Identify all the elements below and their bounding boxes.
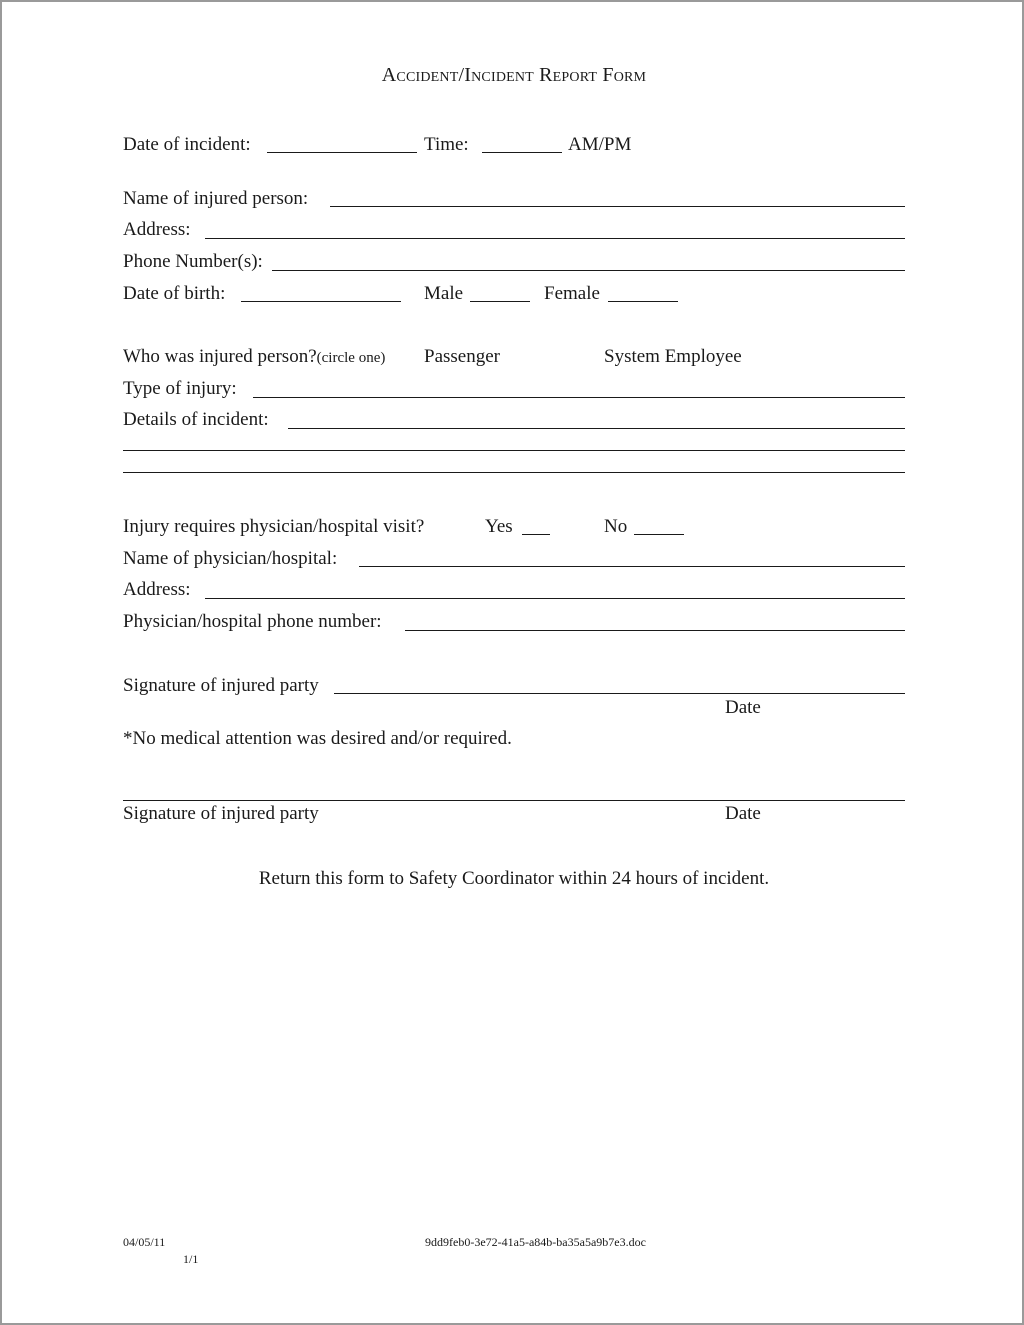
time-label: Time: [424, 134, 469, 155]
details-field-line-1[interactable] [288, 428, 905, 429]
form-title: Accident/Incident Report Form [381, 64, 647, 86]
no-medical-note: *No medical attention was desired and/or required. [123, 728, 512, 749]
time-field[interactable] [482, 152, 562, 153]
name-injured-field[interactable] [330, 206, 905, 207]
name-physician-label: Name of physician/hospital: [123, 548, 338, 569]
date-of-birth-field[interactable] [241, 301, 401, 302]
type-of-injury-label: Type of injury: [123, 378, 237, 399]
details-of-incident-label: Details of incident: [123, 409, 269, 430]
address-label: Address: [123, 219, 191, 240]
return-note: Return this form to Safety Coordinator within 24 hours of incident. [258, 868, 770, 889]
no-label: No [604, 516, 628, 537]
signature-2-label: Signature of injured party [123, 803, 319, 824]
details-field-line-2[interactable] [123, 450, 905, 451]
who-injured-question: Who was injured person? [123, 346, 317, 367]
male-field[interactable] [470, 301, 530, 302]
type-of-injury-field[interactable] [253, 397, 905, 398]
physician-address-field[interactable] [205, 598, 905, 599]
address-field[interactable] [205, 238, 905, 239]
requires-visit-label: Injury requires physician/hospital visit? [123, 516, 425, 537]
details-field-line-3[interactable] [123, 472, 905, 473]
name-injured-label: Name of injured person: [123, 188, 309, 209]
date-of-incident-field[interactable] [267, 152, 417, 153]
name-physician-field[interactable] [359, 566, 905, 567]
signature-2-field[interactable] [123, 800, 905, 801]
yes-field[interactable] [522, 534, 550, 535]
footer-date: 04/05/11 [123, 1235, 166, 1249]
passenger-option[interactable]: Passenger [424, 346, 500, 367]
phone-numbers-label: Phone Number(s): [123, 251, 263, 272]
no-field[interactable] [634, 534, 684, 535]
female-label: Female [544, 283, 600, 304]
system-employee-option[interactable]: System Employee [604, 346, 742, 367]
yes-label: Yes [485, 516, 513, 537]
signature-1-field[interactable] [334, 693, 905, 694]
date-1-label: Date [725, 697, 761, 718]
footer-filename: 9dd9feb0-3e72-41a5-a84b-ba35a5a9b7e3.doc [425, 1235, 646, 1249]
physician-phone-label: Physician/hospital phone number: [123, 611, 382, 632]
footer-page: 1/1 [183, 1252, 199, 1266]
ampm-label: AM/PM [568, 134, 632, 155]
date-2-label: Date [725, 803, 761, 824]
male-label: Male [424, 283, 464, 304]
female-field[interactable] [608, 301, 678, 302]
date-of-birth-label: Date of birth: [123, 283, 226, 304]
physician-phone-field[interactable] [405, 630, 905, 631]
signature-1-label: Signature of injured party [123, 675, 319, 696]
physician-address-label: Address: [123, 579, 191, 600]
who-injured-label [123, 346, 385, 369]
circle-one-note: (circle one) [316, 350, 386, 366]
phone-numbers-field[interactable] [272, 270, 905, 271]
date-of-incident-label: Date of incident: [123, 134, 251, 155]
